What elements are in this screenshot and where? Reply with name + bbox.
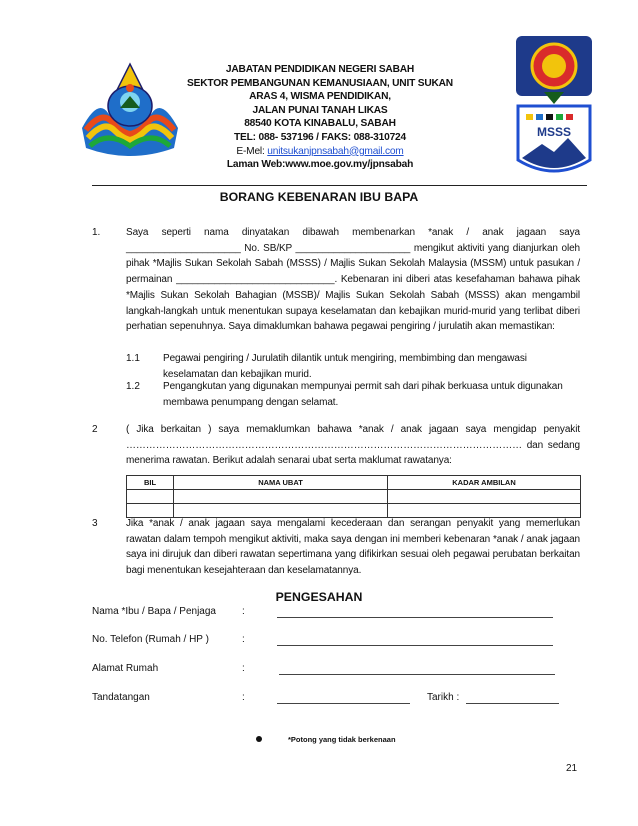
header-web: Laman Web:www.moe.gov.my/jpnsabah	[226, 159, 414, 171]
tarikh-input-line[interactable]	[466, 690, 559, 704]
table-cell[interactable]	[174, 490, 388, 504]
header-line-4: JALAN PUNAI TANAH LIKAS	[252, 104, 388, 116]
col-nama-ubat: NAMA UBAT	[174, 476, 388, 490]
field-colon: :	[242, 634, 245, 645]
field-label-tandatangan: Tandatangan	[92, 692, 150, 703]
email-label: E-Mel:	[236, 145, 268, 157]
header-line-5: 88540 KOTA KINABALU, SABAH	[244, 118, 396, 130]
pengesahan-title: PENGESAHAN	[275, 590, 363, 604]
table-cell[interactable]	[127, 490, 174, 504]
header-divider	[92, 185, 587, 186]
field-label-telefon: No. Telefon (Rumah / HP )	[92, 634, 209, 645]
page-title: BORANG KEBENARAN IBU BAPA	[219, 190, 419, 204]
nama-input-line[interactable]	[277, 604, 553, 618]
section-2-text: ( Jika berkaitan ) saya memaklumkan bahawa *anak / anak jagaan saya mengidap penyakit ………………………………………………………………………………………………………… dan sedang menerima rawatan. Berikut adalah senarai ubat serta maklumat rawatanya:	[126, 424, 580, 467]
tarikh-label: Tarikh :	[427, 692, 460, 703]
agency-header	[150, 63, 490, 172]
header-email-line	[150, 145, 490, 159]
header-line-6: TEL: 088- 537196 / FAKS: 088-310724	[234, 131, 406, 143]
section-1-2-text: Pengangkutan yang digunakan mempunyai permit sah dari pihak berkuasa untuk digunakan membawa penumpang dengan selamat.	[163, 381, 563, 408]
section-1-1-number: 1.1	[126, 353, 140, 364]
email-link[interactable]: unitsukanjpnsabah@gmail.com	[267, 145, 404, 157]
section-2-number: 2	[92, 424, 98, 435]
field-label-nama: Nama *Ibu / Bapa / Penjaga	[92, 606, 216, 617]
section-3-number: 3	[92, 518, 98, 529]
section-1-text: Saya seperti nama dinyatakan dibawah membenarkan *anak / anak jagaan saya _____________________ No. SB/KP _____________________ mengikut aktiviti yang dianjurkan oleh pihak *Majlis Sukan Sekolah Sabah (MSSS) / Majlis Sukan Sekolah Malaysia (MSSM) untuk pasukan / permainan _____________________________. Kebenaran ini diberi atas kesefahaman bahawa pihak *Majlis Sukan Sekolah Bahagian (MSSB)/ Majlis Sukan Sekolah Sabah (MSSS) akan mengambil langkah-langkah untuk menentukan supaya keselamatan dan kebajikan murid-murid yang terlibat diberi perhatian sepenuhnya. Saya dimaklumkan bahawa pegawai pengiring / jurulatih akan memastikan:	[126, 227, 580, 333]
tandatangan-input-line[interactable]	[277, 690, 410, 704]
field-colon: :	[242, 663, 245, 674]
msss-logo	[514, 32, 594, 184]
col-kadar-ambilan: KADAR AMBILAN	[388, 476, 581, 490]
bullet-icon	[256, 736, 262, 742]
page-number: 21	[566, 763, 578, 774]
telefon-input-line[interactable]	[277, 632, 553, 646]
footnote: *Potong yang tidak berkenaan	[288, 735, 396, 744]
table-header-row	[127, 476, 581, 490]
section-3-text: Jika *anak / anak jagaan saya mengalami kecederaan dan serangan penyakit yang memerlukan rawatan dalam tempoh mengikut aktiviti, maka saya dengan ini memberi kebenaran *anak / anak jagaan saya ini dirujuk dan diberi rawatan sepertimana yang difikirkan sesuai oleh pegawai perubatan berkaitan bagi menentukan kesejahteraan dan keselamatannya.	[126, 518, 580, 577]
header-line-1: JABATAN PENDIDIKAN NEGERI SABAH	[225, 64, 415, 75]
header-line-2: SEKTOR PEMBANGUNAN KEMANUSIAAN, UNIT SUKAN	[187, 77, 453, 89]
col-bil: BIL	[127, 476, 174, 490]
section-1-1-text: Pegawai pengiring / Jurulatih dilantik untuk mengiring, membimbing dan mengawasi keselamatan dan kebajikan murid.	[163, 353, 527, 380]
alamat-input-line[interactable]	[279, 661, 555, 675]
field-colon: :	[242, 606, 245, 617]
table-row	[127, 490, 581, 504]
msss-logo-text: MSSS	[536, 125, 572, 139]
table-cell[interactable]	[388, 490, 581, 504]
header-line-3: ARAS 4, WISMA PENDIDIKAN,	[249, 91, 391, 103]
field-colon: :	[242, 692, 245, 703]
field-label-alamat: Alamat Rumah	[92, 663, 159, 674]
medication-table	[126, 475, 581, 518]
section-1-number: 1.	[92, 227, 101, 238]
section-1-2-number: 1.2	[126, 381, 140, 392]
